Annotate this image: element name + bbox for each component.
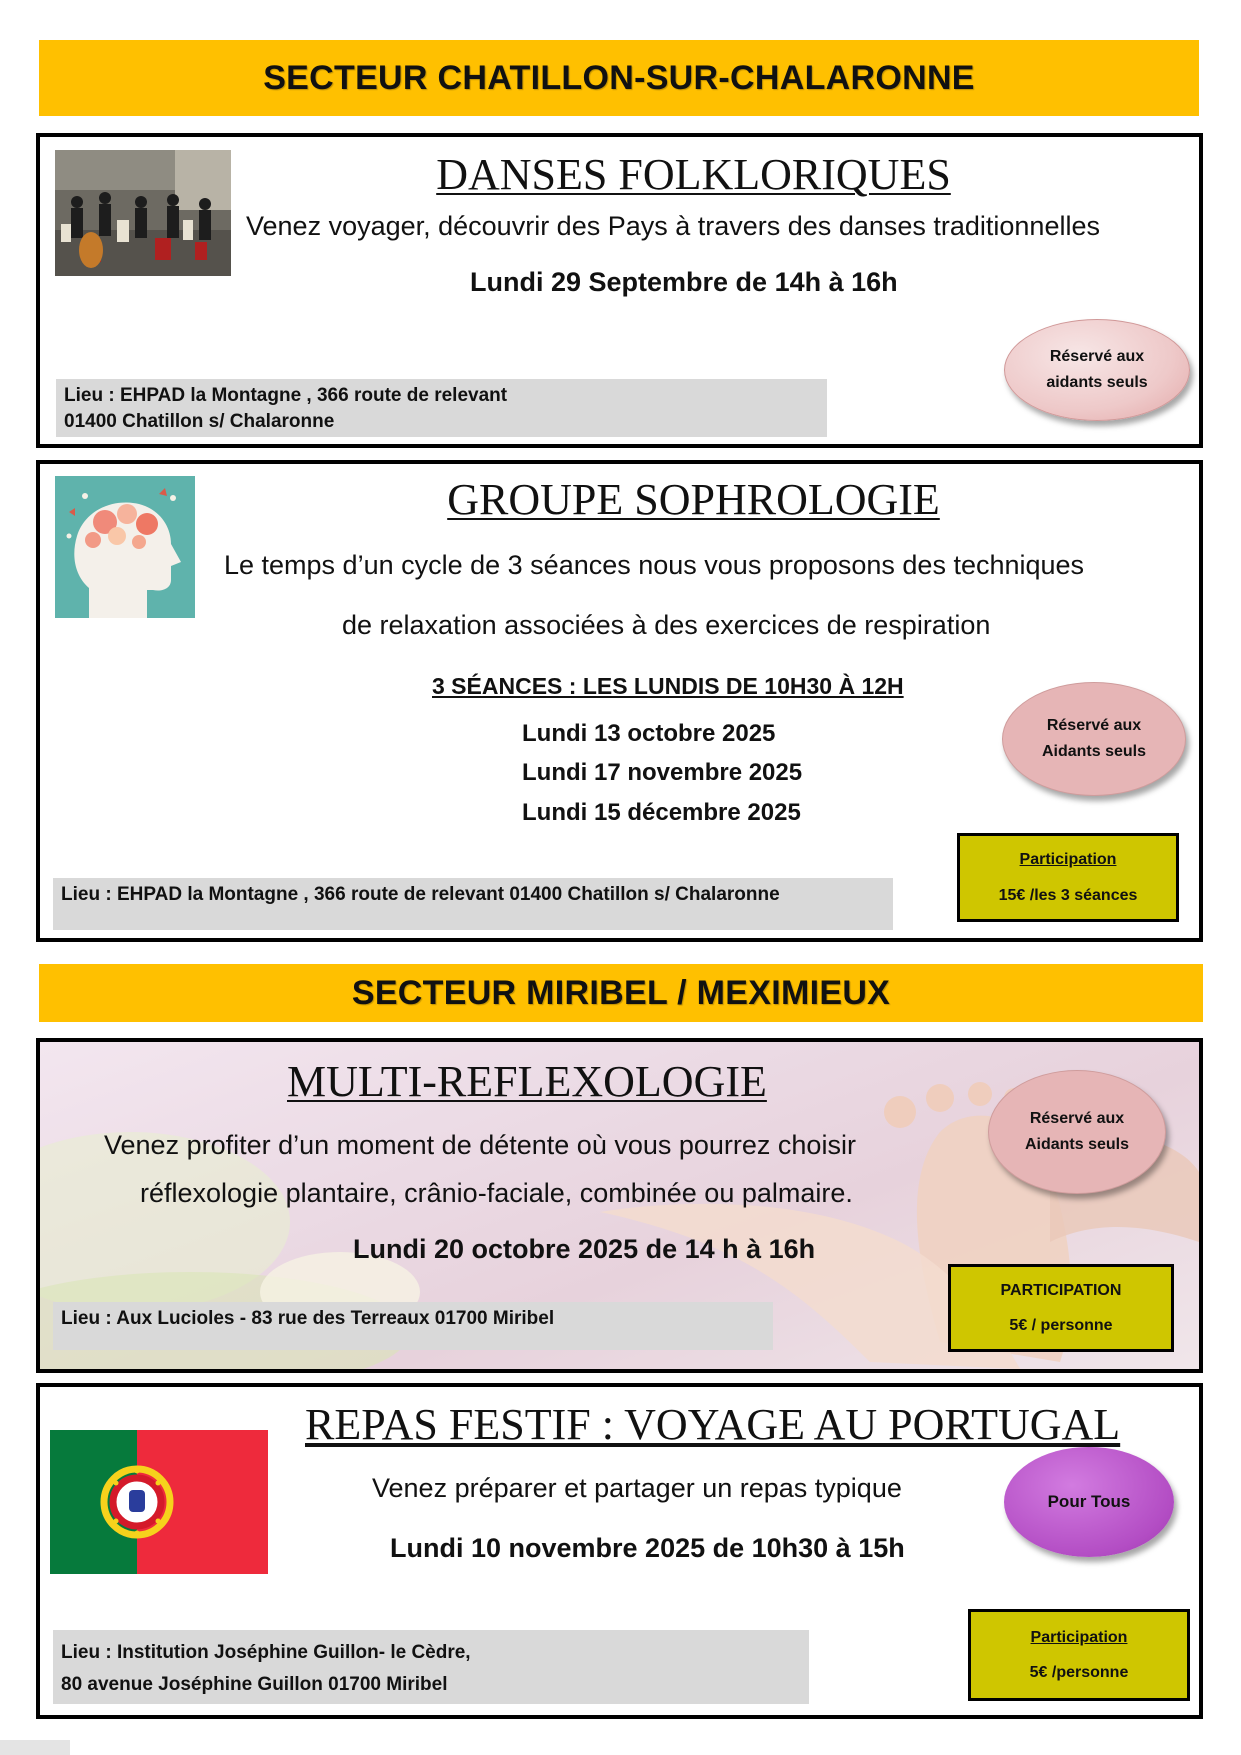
event-location: Lieu : EHPAD la Montagne , 366 route de relevant 01400 Chatillon s/ Chalaronne <box>53 878 893 930</box>
reserved-badge: Réservé aux Aidants seuls <box>1002 682 1186 796</box>
event-card-repas-portugal <box>36 1383 1203 1719</box>
event-location: Lieu : Aux Lucioles - 83 rue des Terreaux 01700 Miribel <box>53 1302 773 1350</box>
event-description: Venez préparer et partager un repas typique <box>372 1473 902 1503</box>
participation-box: Participation 5€ /personne <box>968 1609 1190 1701</box>
event-title: MULTI-REFLEXOLOGIE <box>287 1057 767 1106</box>
event-title: REPAS FESTIF : VOYAGE AU PORTUGAL <box>305 1400 1121 1449</box>
participation-box: PARTICIPATION 5€ / personne <box>948 1264 1174 1352</box>
event-location: Lieu : EHPAD la Montagne , 366 route de relevant 01400 Chatillon s/ Chalaronne <box>56 379 827 437</box>
sessions-heading: 3 SÉANCES : LES LUNDIS DE 10H30 À 12H <box>432 673 904 699</box>
for-all-badge: Pour Tous <box>1004 1447 1174 1557</box>
event-location: Lieu : Institution Joséphine Guillon- le Cèdre, 80 avenue Joséphine Guillon 01700 Miribel <box>53 1630 809 1704</box>
event-description-line2: réflexologie plantaire, crânio-faciale, combinée ou palmaire. <box>140 1178 853 1208</box>
reserved-badge: Réservé aux aidants seuls <box>1004 319 1190 421</box>
event-card-sophrologie <box>36 460 1203 942</box>
event-description-line1: Venez profiter d’un moment de détente où vous pourrez choisir <box>104 1130 856 1160</box>
event-description: Venez voyager, découvrir des Pays à travers des danses traditionnelles <box>246 211 1100 241</box>
event-card-reflexologie <box>36 1038 1203 1373</box>
event-title: DANSES FOLKLORIQUES <box>436 150 951 199</box>
session-date-3: Lundi 15 décembre 2025 <box>522 799 801 826</box>
sector-banner-chatillon <box>39 40 1199 116</box>
event-date: Lundi 20 octobre 2025 de 14 h à 16h <box>353 1234 816 1264</box>
event-date: Lundi 10 novembre 2025 de 10h30 à 15h <box>390 1533 905 1563</box>
event-date: Lundi 29 Septembre de 14h à 16h <box>470 267 898 297</box>
session-date-1: Lundi 13 octobre 2025 <box>522 720 776 747</box>
event-description-line1: Le temps d’un cycle de 3 séances nous vous proposons des techniques <box>224 550 1085 580</box>
page-footer-mark <box>0 1740 70 1755</box>
portugal-flag <box>50 1430 268 1574</box>
reserved-badge: Réservé aux Aidants seuls <box>988 1070 1166 1194</box>
sector-banner-miribel <box>39 964 1203 1022</box>
participation-box: Participation 15€ /les 3 séances <box>957 833 1179 922</box>
event-description-line2: de relaxation associées à des exercices de respiration <box>342 610 991 640</box>
event-card-danses <box>36 133 1203 448</box>
sector-title: SECTEUR CHATILLON-SUR-CHALARONNE <box>263 58 975 97</box>
session-date-2: Lundi 17 novembre 2025 <box>522 759 803 786</box>
event-title: GROUPE SOPHROLOGIE <box>447 475 940 524</box>
sector-title: SECTEUR MIRIBEL / MEXIMIEUX <box>351 973 891 1012</box>
